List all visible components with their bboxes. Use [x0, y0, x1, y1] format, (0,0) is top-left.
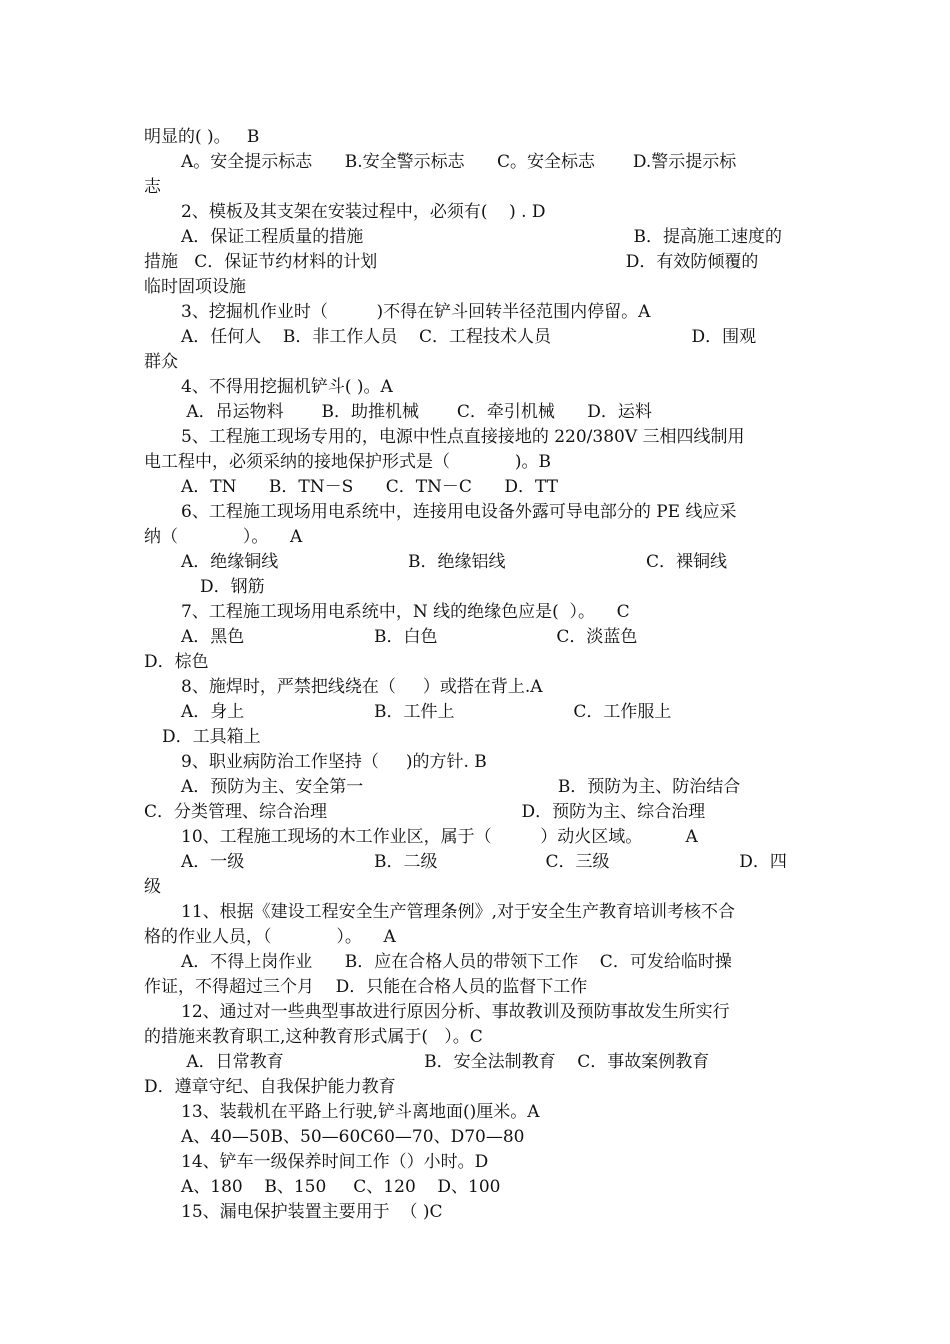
text-line: 级 [144, 877, 161, 897]
text-line: 10、工程施工现场的木工作业区，属于（ ）动火区域。 A [181, 827, 698, 847]
text-line: A．吊运物料 B．助推机械 C．牵引机械 D．运料 [181, 402, 652, 422]
text-line: 临时固项设施 [144, 277, 246, 297]
text-line: 11、根据《建设工程安全生产管理条例》,对于安全生产教育培训考核不合 [181, 902, 736, 922]
text-line: D．工具箱上 [162, 727, 261, 747]
text-line: 15、漏电保护装置主要用于 （ )C [181, 1202, 443, 1222]
text-line: 4、不得用挖掘机铲斗( )。A [181, 377, 393, 397]
text-line: 7、工程施工现场用电系统中，N 线的绝缘色应是( ）。 C [181, 602, 630, 622]
text-line: 2、模板及其支架在安装过程中，必须有( ) . D [181, 202, 546, 222]
text-line: 措施 C．保证节约材料的计划 D．有效防倾覆的 [144, 252, 759, 272]
text-line: 12、通过对一些典型事故进行原因分析、事故教训及预防事故发生所实行 [181, 1002, 730, 1022]
text-line: 6、工程施工现场用电系统中，连接用电设备外露可导电部分的 PE 线应采 [181, 502, 737, 522]
text-line: A．保证工程质量的措施 B．提高施工速度的 [181, 227, 782, 247]
text-line: D．棕色 [144, 652, 209, 672]
text-line: 作证，不得超过三个月 D．只能在合格人员的监督下工作 [144, 977, 588, 997]
text-line: A、40—50B、50—60C60—70、D70—80 [181, 1127, 525, 1147]
text-line: A．一级 B．二级 C．三级 D．四 [181, 852, 787, 872]
text-line: C．分类管理、综合治理 D．预防为主、综合治理 [144, 802, 706, 822]
text-line: D．遵章守纪、自我保护能力教育 [144, 1077, 396, 1097]
text-line: 格的作业人员，（ ）。 A [144, 927, 396, 947]
text-line: 志 [144, 177, 161, 197]
text-line: A．不得上岗作业 B．应在合格人员的带领下工作 C．可发给临时操 [181, 952, 732, 972]
text-line: 明显的( )。 B [144, 127, 260, 147]
text-line: 13、装载机在平路上行驶,铲斗离地面()厘米。A [181, 1102, 540, 1122]
text-line: A。安全提示标志 B.安全警示标志 C。安全标志 D.警示提示标 [181, 152, 737, 172]
text-line: A、180 B、150 C、120 D、100 [181, 1177, 501, 1197]
text-line: A．黑色 B．白色 C．淡蓝色 [181, 627, 638, 647]
text-line: D．钢筋 [200, 577, 265, 597]
text-line: 群众 [144, 352, 178, 372]
text-line: A．绝缘铜线 B．绝缘铝线 C．裸铜线 [181, 552, 727, 572]
text-line: 8、施焊时，严禁把线绕在（ ）或搭在背上.A [181, 677, 543, 697]
text-line: A．TN B．TN－S C．TN－C D．TT [181, 477, 558, 497]
text-line: 9、职业病防治工作坚持（ )的方针. B [181, 752, 487, 772]
text-line: 3、挖掘机作业时（ )不得在铲斗回转半径范围内停留。A [181, 302, 651, 322]
text-line: 电工程中，必须采纳的接地保护形式是（ )。B [144, 452, 551, 472]
text-line: 的措施来教育职工,这种教育形式属于( ）。C [144, 1027, 483, 1047]
text-line: A．任何人 B．非工作人员 C．工程技术人员 D．围观 [181, 327, 757, 347]
text-line: A．预防为主、安全第一 B．预防为主、防治结合 [181, 777, 741, 797]
text-line: A．身上 B．工件上 C．工作服上 [181, 702, 672, 722]
text-line: 纳（ ）。 A [144, 527, 303, 547]
text-line: 5、工程施工现场专用的，电源中性点直接接地的 220/380V 三相四线制用 [181, 427, 745, 447]
text-line: 14、铲车一级保养时间工作（）小时。D [181, 1152, 489, 1172]
text-line: A．日常教育 B．安全法制教育 C．事故案例教育 [181, 1052, 710, 1072]
